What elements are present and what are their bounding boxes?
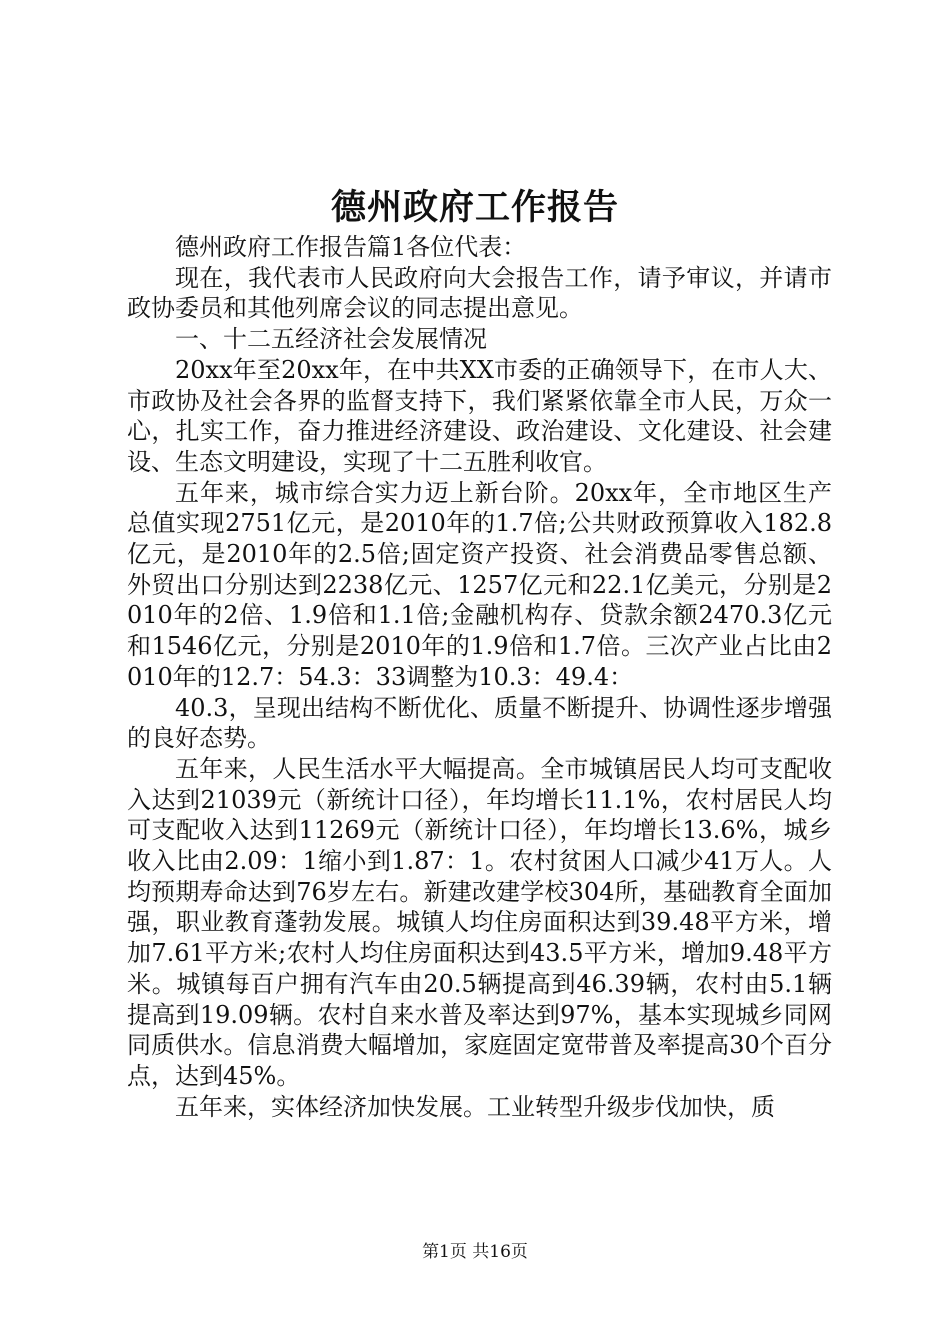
paragraph: 20xx年至20xx年，在中共XX市委的正确领导下，在市人大、市政协及社会各界的监督支持下，我们紧紧依靠全市人民，万众一心，扎实工作，奋力推进经济建设、政治建设、文化建设、社会建设、生态文明建设，实现了十二五胜利收官。 (127, 355, 832, 476)
paragraph: 40.3，呈现出结构不断优化、质量不断提升、协调性逐步增强的良好态势。 (127, 693, 832, 753)
section-heading: 一、十二五经济社会发展情况 (175, 325, 487, 354)
paragraph: 德州政府工作报告篇1各位代表： (175, 233, 527, 261)
paragraph: 五年来，实体经济加快发展。工业转型升级步伐加快，质 (175, 1092, 775, 1121)
page-number-footer: 第1页 共16页 (422, 1242, 528, 1262)
paragraph: 五年来，城市综合实力迈上新台阶。20xx年，全市地区生产总值实现2751亿元，是2010年的1.7倍;公共财政预算收入182.8亿元，是2010年的2.5倍;固定资产投资、社会消费品零售总额、外贸出口分别达到2238亿元、1257亿元和22.1亿美元，分别是2010年的2倍、1.9倍和1.1倍;金融机构存、贷款余额2470.3亿元和1546亿元，分别是2010年的1.9倍和1.7倍。三次产业占比由2010年的12.7：54.3：33调整为10.3：49.4： (127, 478, 832, 691)
document-body (127, 232, 832, 1122)
page-title: 德州政府工作报告 (330, 187, 619, 228)
paragraph: 五年来，人民生活水平大幅提高。全市城镇居民人均可支配收入达到21039元（新统计口径），年均增长11.1%，农村居民人均可支配收入达到11269元（新统计口径），年均增长13.6%，城乡收入比由2.09：1缩小到1.87：1。农村贫困人口减少41万人。人均预期寿命达到76岁左右。新建改建学校304所，基础教育全面加强，职业教育蓬勃发展。城镇人均住房面积达到39.48平方米，增加7.61平方米;农村人均住房面积达到43.5平方米，增加9.48平方米。城镇每百户拥有汽车由20.5辆提高到46.39辆，农村由5.1辆提高到19.09辆。农村自来水普及率达到97%，基本实现城乡同网同质供水。信息消费大幅增加，家庭固定宽带普及率提高30个百分点，达到45%。 (127, 754, 832, 1090)
paragraph: 现在，我代表市人民政府向大会报告工作，请予审议，并请市政协委员和其他列席会议的同志提出意见。 (127, 263, 832, 323)
